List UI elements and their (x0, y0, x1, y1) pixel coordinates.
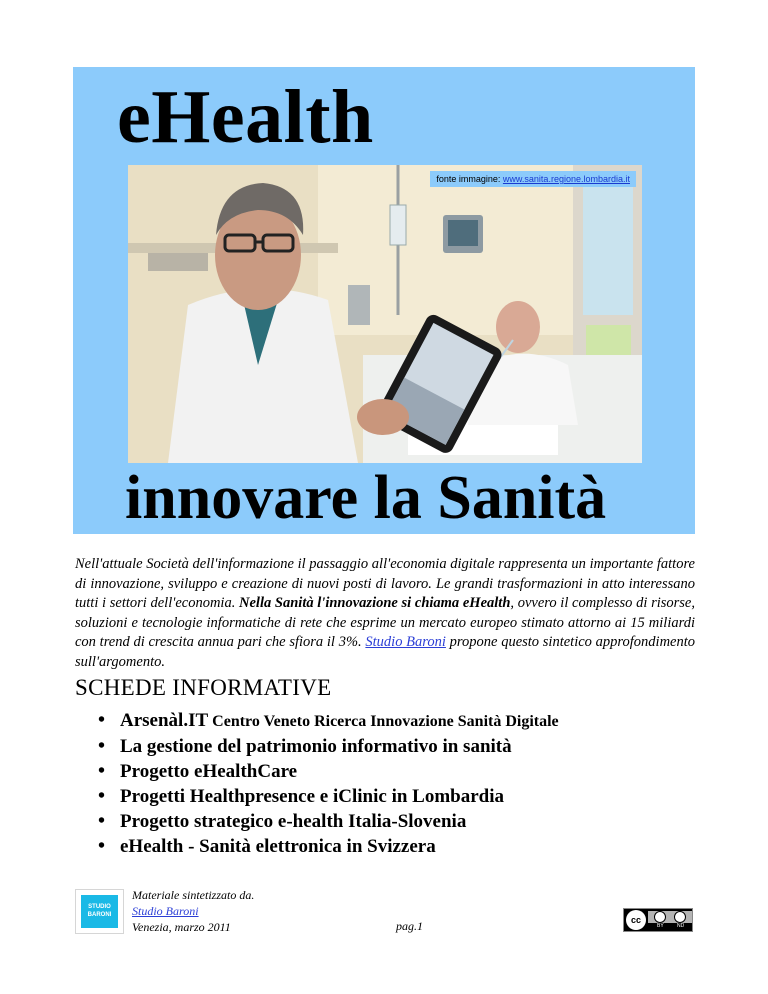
image-credit-link[interactable]: www.sanita.regione.lombardia.it (502, 174, 630, 184)
cc-icon: cc (626, 910, 646, 930)
section-title: SCHEDE INFORMATIVE (75, 675, 332, 700)
list-item (96, 734, 559, 759)
list-item-label: Progetti Healthpresence e iClinic in Lombardia (120, 786, 505, 807)
creative-commons-badge (623, 908, 693, 932)
cover-photo (128, 165, 642, 463)
intro-text-3: propone questo sintetico approfondimento sull'argomento. (75, 634, 695, 670)
no-derivatives-icon (674, 911, 686, 923)
footer-credits (132, 887, 254, 935)
bullet-icon: • (98, 810, 106, 832)
logo-text-bottom: BARONI (87, 912, 112, 918)
cover-banner (73, 67, 695, 534)
list-item-label: Progetto strategico e-health Italia-Slovenia (120, 811, 467, 832)
attribution-icon (654, 911, 666, 923)
list-item (96, 809, 559, 834)
list-item-label: Progetto eHealthCare (120, 761, 298, 782)
image-credit-label: fonte immagine: (436, 174, 503, 184)
list-item-subtitle: Centro Veneto Ricerca Innovazione Sanità Digitale (208, 713, 559, 730)
bullet-icon: • (98, 835, 106, 857)
list-item (96, 784, 559, 809)
studio-baroni-link[interactable]: Studio Baroni (365, 634, 446, 650)
intro-text-2: , ovvero il complesso di risorse, soluzioni e tecnologie informatiche di rete che esprime un mercato europeo stimato attorno ai 15 miliardi con trend di crescita annua pari che sfiora il 3%. (75, 595, 695, 650)
bullet-icon: • (98, 735, 106, 757)
info-sheet-list (96, 708, 559, 859)
image-credit (430, 171, 636, 187)
cover-subtitle: innovare la Sanità (125, 464, 607, 532)
footer-studio-link[interactable]: Studio Baroni (132, 904, 199, 918)
footer-line-1: Materiale sintetizzato da. (132, 888, 255, 902)
intro-paragraph (75, 555, 695, 672)
list-item-label: La gestione del patrimonio informativo in sanità (120, 736, 512, 757)
list-item-label: eHealth - Sanità elettronica in Svizzera (120, 836, 436, 857)
nd-label: ND (677, 923, 685, 929)
doctor-with-tablet-illustration (128, 165, 642, 463)
intro-highlight: Nella Sanità l'innovazione si chiama eHealth (239, 595, 511, 611)
bullet-icon: • (98, 760, 106, 782)
list-item-label: Arsenàl.IT (120, 710, 209, 731)
list-item (96, 834, 559, 859)
studio-baroni-logo (75, 889, 124, 934)
cover-title: eHealth (117, 75, 374, 159)
logo-text-top: STUDIO (88, 904, 111, 910)
bullet-icon: • (98, 709, 106, 731)
bullet-icon: • (98, 785, 106, 807)
by-label: BY (657, 923, 664, 929)
list-item (96, 708, 559, 734)
footer-line-3: Venezia, marzo 2011 (132, 920, 231, 934)
page-number: pag.1 (396, 919, 423, 933)
intro-text-1: Nell'attuale Società dell'informazione il passaggio all'economia digitale rappresenta un importante fattore di innovazione, sviluppo e creazione di nuovi posti di lavoro. Le grandi trasformazioni in atto interessano tutti i settori dell'economia. (75, 556, 695, 611)
logo-mark (81, 895, 118, 928)
list-item (96, 759, 559, 784)
